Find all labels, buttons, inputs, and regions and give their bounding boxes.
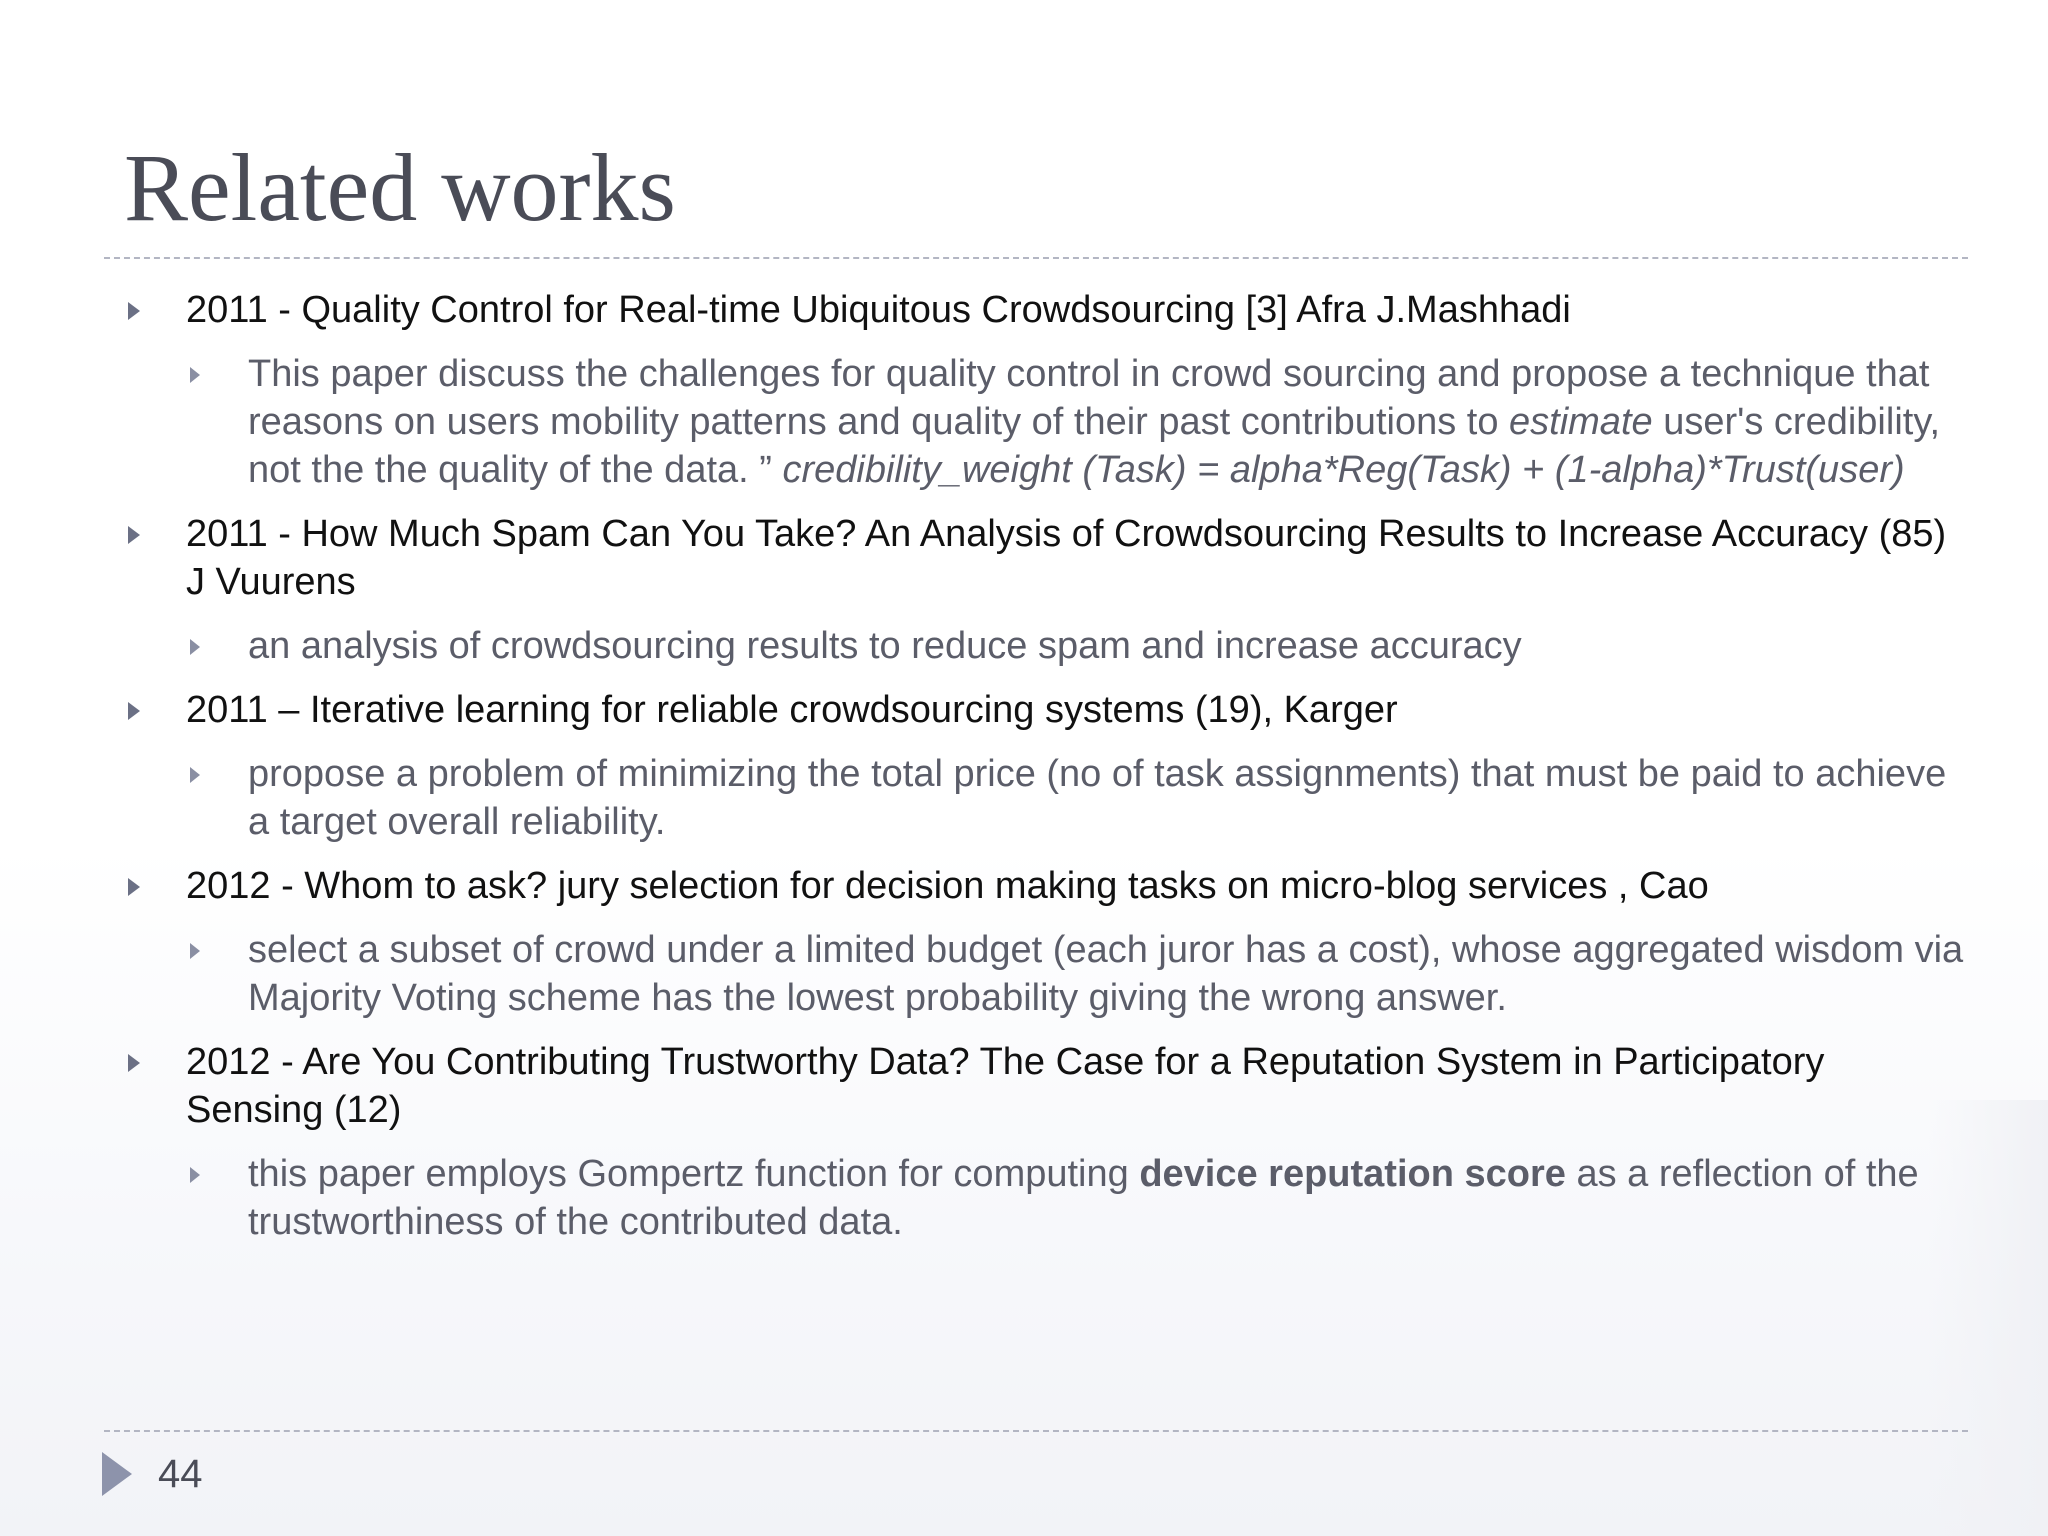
bullet-text: 2011 – Iterative learning for reliable crowdsourcing systems (19), Karger [186, 689, 1398, 731]
title-divider [104, 257, 1968, 259]
sub-bullet-item [120, 1150, 1970, 1246]
bullet-text: 2011 - How Much Spam Can You Take? An Analysis of Crowdsourcing Results to Increase Accuracy (85) J Vuurens [186, 513, 1947, 603]
page-number: 44 [158, 1452, 203, 1496]
sub-bullet-text: This paper discuss the challenges for quality control in crowd sourcing and propose a technique that reasons on users mobility patterns and quality of their past contributions to [248, 353, 1930, 443]
bullet-arrow-icon [128, 1054, 140, 1072]
sub-bullet-item [120, 350, 1970, 494]
bullet-item [120, 1038, 1970, 1134]
bullet-text: 2012 - Whom to ask? jury selection for decision making tasks on micro-blog services , Cao [186, 865, 1709, 907]
bullet-arrow-icon [128, 702, 140, 720]
formula-text: credibility_weight (Task) = alpha*Reg(Task) + (1-alpha)*Trust(user) [782, 449, 1905, 491]
bullet-item [120, 286, 1970, 334]
sub-bullet-item [120, 926, 1970, 1022]
sub-bullet-text: this paper employs Gompertz function for computing [248, 1153, 1140, 1195]
sub-bullet-item [120, 622, 1970, 670]
footer-divider [104, 1430, 1968, 1432]
bullet-arrow-icon [128, 526, 140, 544]
bold-term-text: device reputation score [1139, 1153, 1566, 1195]
page-marker-icon [102, 1452, 132, 1496]
sub-bullet-text: select a subset of crowd under a limited budget (each juror has a cost), whose aggregated wisdom via Majority Voting scheme has the lowest probability giving the wrong answer. [248, 929, 1964, 1019]
sub-bullet-text: propose a problem of minimizing the total price (no of task assignments) that must be paid to achieve a target overall reliability. [248, 753, 1947, 843]
sub-bullet-arrow-icon [190, 767, 200, 783]
bullet-text: 2011 - Quality Control for Real-time Ubiquitous Crowdsourcing [3] Afra J.Mashhadi [186, 289, 1571, 331]
emphasis-text: estimate [1509, 401, 1653, 443]
bullet-arrow-icon [128, 878, 140, 896]
sub-bullet-item [120, 750, 1970, 846]
slide-title: Related works [124, 134, 676, 241]
sub-bullet-text: an analysis of crowdsourcing results to reduce spam and increase accuracy [248, 625, 1522, 667]
sub-bullet-arrow-icon [190, 943, 200, 959]
bullet-item [120, 686, 1970, 734]
bullet-text: 2012 - Are You Contributing Trustworthy Data? The Case for a Reputation System in Participatory Sensing (12) [186, 1041, 1825, 1131]
sub-bullet-arrow-icon [190, 367, 200, 383]
sub-bullet-arrow-icon [190, 639, 200, 655]
slide-content [120, 286, 1970, 1262]
sub-bullet-text: user's credibility, not the the quality of the data. ” [248, 401, 1941, 491]
bullet-item [120, 510, 1970, 606]
bullet-arrow-icon [128, 302, 140, 320]
sub-bullet-arrow-icon [190, 1167, 200, 1183]
sub-bullet-text: as a reflection of the trustworthiness of the contributed data. [248, 1153, 1919, 1243]
bullet-item [120, 862, 1970, 910]
